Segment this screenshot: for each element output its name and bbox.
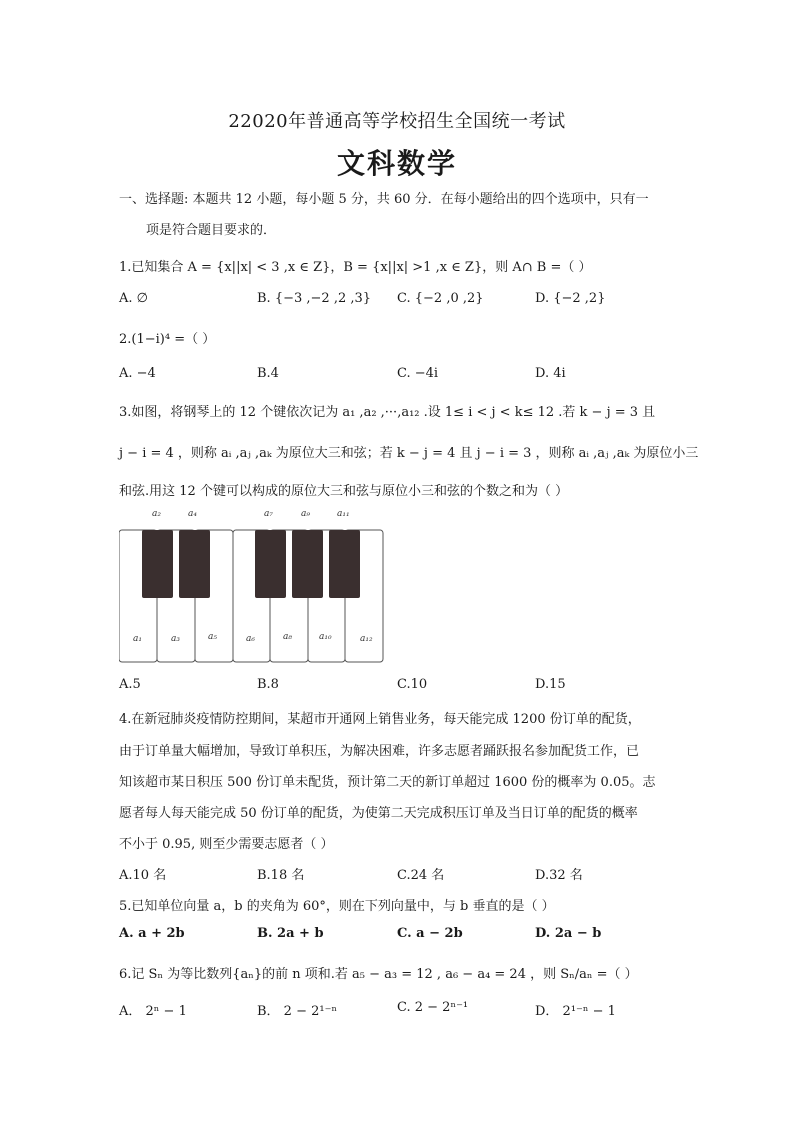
key-label-bottom: a₁ [133, 634, 142, 644]
black-key-a11 [329, 530, 360, 598]
question-2-option-d: D. 4i [535, 366, 566, 381]
key-label-bottom: a₃ [171, 634, 180, 644]
question-4-option-a: A.10 名 [119, 868, 167, 883]
question-3-option-b: B.8 [257, 677, 279, 692]
question-6-option-d: D． 2¹⁻ⁿ − 1 [535, 1004, 616, 1019]
black-key-a4 [179, 530, 210, 598]
section-instruction-line1: 一、选择题: 本题共 12 小题，每小题 5 分，共 60 分．在每小题给出的四个选项中，只有一 [119, 192, 649, 207]
question-1-option-a: A. ∅ [119, 291, 148, 306]
black-key-a7 [255, 530, 286, 598]
question-2-option-b: B.4 [257, 366, 279, 381]
black-key-a2 [142, 530, 173, 598]
question-5-option-a: A. a + 2b [119, 926, 185, 941]
question-3-option-d: D.15 [535, 677, 566, 692]
question-3-stem-line1: 3.如图，将钢琴上的 12 个键依次记为 a₁ ,a₂ ,···,a₁₂ .设 1≤ i < j < k≤ 12 .若 k − j = 3 且 [119, 405, 656, 420]
key-label-top: a₁₁ [337, 509, 350, 519]
question-5-option-c: C. a − 2b [397, 926, 463, 941]
question-2-option-a: A. −4 [119, 366, 156, 381]
question-4-option-d: D.32 名 [535, 868, 583, 883]
key-label-top: a₂ [152, 509, 161, 519]
piano-keyboard-figure [119, 506, 384, 664]
key-label-bottom: a₈ [283, 632, 292, 642]
question-3-stem-line3: 和弦.用这 12 个键可以构成的原位大三和弦与原位小三和弦的个数之和为（ ） [119, 484, 569, 499]
question-1-stem: 1.已知集合 A = {x||x| < 3 ,x ∈ Z}，B = {x||x| >1 ,x ∈ Z}，则 A∩ B =（ ） [119, 260, 592, 275]
question-6-option-b: B． 2 − 2¹⁻ⁿ [257, 1004, 338, 1019]
question-4-option-c: C.24 名 [397, 868, 445, 883]
question-6-option-c: C. 2 − 2ⁿ⁻¹ [397, 1000, 469, 1015]
subject-title: 文科数学 [336, 147, 457, 180]
question-3-stem-line2: j − i = 4 ，则称 aᵢ ,aⱼ ,aₖ 为原位大三和弦；若 k − j = 4 且 j − i = 3 ，则称 aᵢ ,aⱼ ,aₖ 为原位小三 [119, 446, 699, 461]
question-6-stem: 6.记 Sₙ 为等比数列{aₙ}的前 n 项和.若 a₅ − a₃ = 12 , a₆ − a₄ = 24 ，则 Sₙ/aₙ =（ ） [119, 967, 638, 982]
key-label-bottom: a₁₂ [360, 634, 373, 644]
question-1-option-d: D. {−2 ,2} [535, 291, 606, 306]
question-5-option-b: B. 2a + b [257, 926, 324, 941]
question-4-stem-line1: 4.在新冠肺炎疫情防控期间，某超市开通网上销售业务，每天能完成 1200 份订单的配货， [119, 712, 641, 727]
question-4-stem-line3: 知该超市某日积压 500 份订单未配货，预计第二天的新订单超过 1600 份的概率为 0.05。志 [119, 775, 656, 790]
section-instruction-line2: 项是符合题目要求的． [146, 223, 277, 238]
question-3-option-a: A.5 [119, 677, 141, 692]
key-label-top: a₇ [264, 509, 273, 519]
question-6-option-a: A． 2ⁿ − 1 [119, 1004, 187, 1019]
question-4-option-b: B.18 名 [257, 868, 305, 883]
question-5-stem: 5.已知单位向量 a，b 的夹角为 60°，则在下列向量中，与 b 垂直的是（ ） [119, 899, 555, 914]
question-4-stem-line5: 不小于 0.95, 则至少需要志愿者（ ） [119, 837, 334, 852]
question-5-option-d: D. 2a − b [535, 926, 602, 941]
question-2-option-c: C. −4i [397, 366, 439, 381]
black-key-a9 [292, 530, 323, 598]
key-label-bottom: a₆ [246, 634, 255, 644]
key-label-bottom: a₅ [208, 632, 217, 642]
key-label-top: a₄ [188, 509, 197, 519]
question-4-stem-line2: 由于订单量大幅增加，导致订单积压，为解决困难，许多志愿者踊跃报名参加配货工作，已 [119, 744, 640, 759]
question-3-option-c: C.10 [397, 677, 428, 692]
question-4-stem-line4: 愿者每人每天能完成 50 份订单的配货，为使第二天完成积压订单及当日订单的配货的概率 [119, 806, 638, 821]
question-1-option-b: B. {−3 ,−2 ,2 ,3} [257, 291, 372, 306]
key-label-bottom: a₁₀ [319, 632, 332, 642]
key-label-top: a₉ [301, 509, 310, 519]
question-1-option-c: C. {−2 ,0 ,2} [397, 291, 484, 306]
question-2-stem: 2.(1−i)⁴ =（ ） [119, 332, 216, 347]
exam-title: 22020年普通高等学校招生全国统一考试 [228, 111, 566, 132]
